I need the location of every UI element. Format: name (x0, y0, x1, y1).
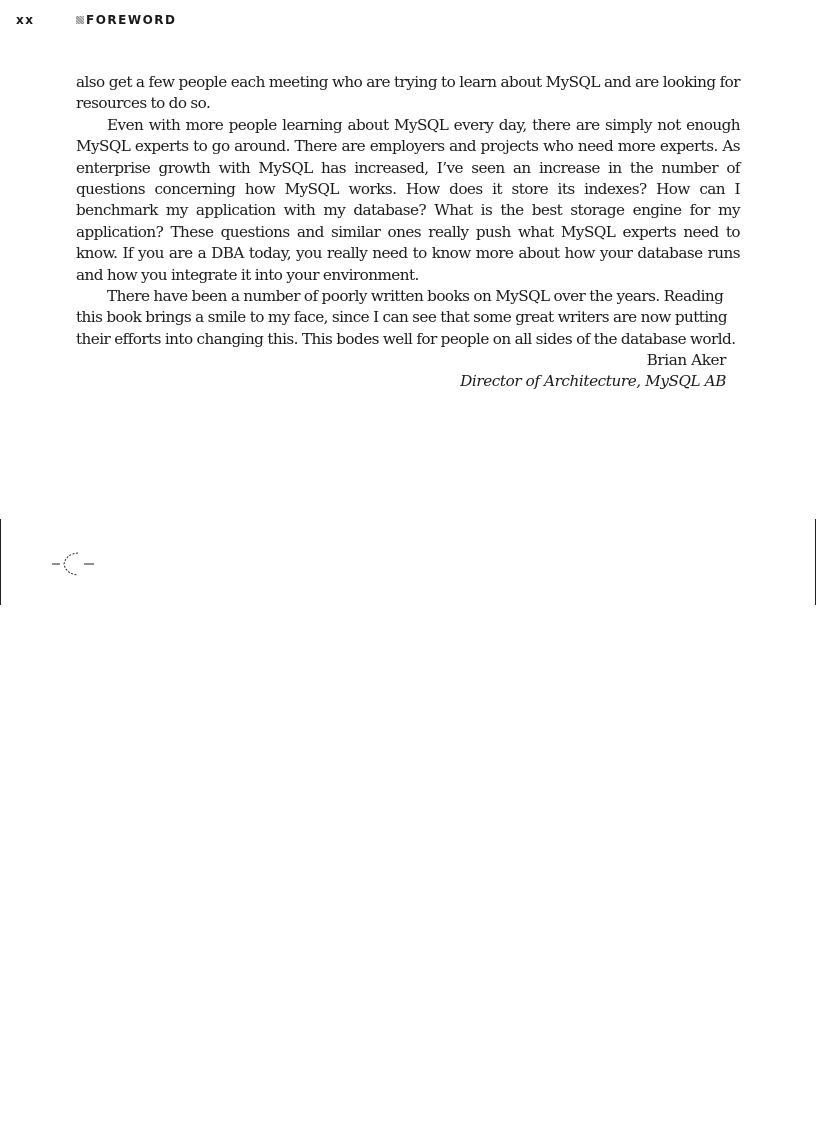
signature-title: Director of Architecture, MySQL AB (460, 372, 726, 391)
left-margin-mark (0, 519, 1, 605)
section-title (76, 13, 176, 27)
foreword-body (76, 72, 740, 350)
paragraph: Even with more people learning about MySQL every day, there are simply not enough MySQL experts to go around. There are employers and projects who need more experts. As enterprise growth with MySQL has increased, I’ve seen an increase in the number of questions concerning how MySQL works. How does it store its indexes? How can I benchmark my application with my database? What is the best storage engine for my application? These questions and similar ones really push what MySQL experts need to know. If you are a DBA today, you really need to know more about how your database runs and how you integrate it into your environment. (76, 115, 740, 284)
registration-mark-icon (50, 548, 96, 578)
section-title-text: FOREWORD (86, 13, 177, 27)
header-square-icon (76, 16, 84, 24)
page-number: xx (16, 13, 35, 27)
signature-block (76, 350, 726, 393)
signature-name: Brian Aker (646, 351, 726, 369)
paragraph-continued: also get a few people each meeting who are trying to learn about MySQL and are looking for resources to do so. (76, 73, 740, 113)
paragraph: There have been a number of poorly written books on MySQL over the years. Reading this book brings a smile to my face, since I can see that some great writers are now putting their efforts into changing this. This bodes well for people on all sides of the database world. (76, 287, 736, 348)
running-head (16, 13, 800, 29)
